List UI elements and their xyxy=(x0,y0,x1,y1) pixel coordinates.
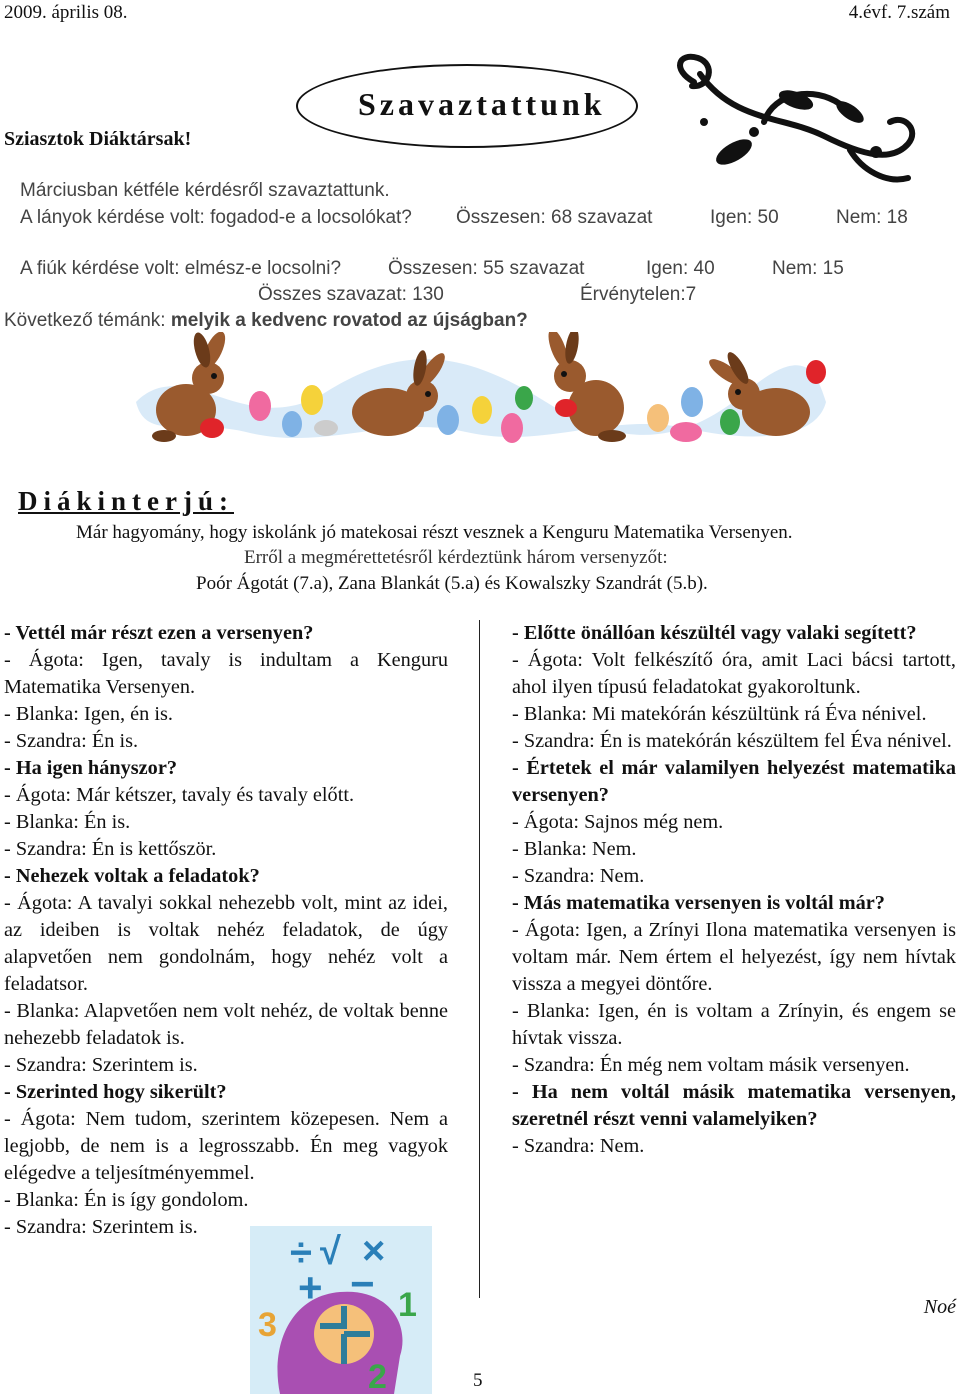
egg-icon xyxy=(720,409,740,435)
interview-answer: - Blanka: Alapvetően nem volt nehéz, de voltak benne nehezebb feladatok is. xyxy=(4,1000,448,1049)
interview-question: - Értetek el már valamilyen helyezést matematika versenyen? xyxy=(512,757,956,806)
interview-question: - Vettél már részt ezen a versenyen? xyxy=(4,622,314,644)
girls-yes: Igen: 50 xyxy=(710,207,779,228)
egg-icon xyxy=(647,404,669,432)
poll-intro: Márciusban kétféle kérdésről szavaztattunk. xyxy=(20,180,390,201)
egg-icon xyxy=(515,386,533,410)
minus-icon: − xyxy=(350,1260,375,1307)
interview-answer: - Ágota: Igen, a Zrínyi Ilona matematika versenyen is voltam már. Nem értem el helyezést, így nem hívtak vissza a megyei döntőre. xyxy=(512,919,956,995)
interview-answer: - Ágota: Sajnos még nem. xyxy=(512,811,724,833)
multiply-icon: × xyxy=(362,1229,386,1273)
interview-answer: - Ágota: A tavalyi sokkal nehezebb volt, mint az idei, az ideiben is voltak nehéz feladatok, de úgy alapvetően nem gondolnám, hogy nehéz volt a feladatsor. xyxy=(4,892,448,995)
number-three: 3 xyxy=(258,1306,277,1344)
interview-answer: - Ágota: Igen, tavaly is indultam a Kenguru Matematika Versenyen. xyxy=(4,649,448,698)
egg-icon xyxy=(437,405,459,435)
interview-column-left xyxy=(4,620,448,1241)
next-topic: melyik a kedvenc rovatod az újságban? xyxy=(170,310,528,331)
interview-question: - Nehezek voltak a feladatok? xyxy=(4,865,260,887)
bunny-icon xyxy=(152,332,230,442)
greeting: Sziasztok Diáktársak! xyxy=(4,128,192,150)
interview-heading: Diákinterjú: xyxy=(18,486,234,516)
interview-intro-1: Már hagyomány, hogy iskolánk jó matekosai részt vesznek a Kenguru Matematika Versenyen. xyxy=(76,522,793,543)
interview-answer: - Ágota: Nem tudom, szerintem közepesen. Nem a legjobb, de nem is a legrosszabb. Én meg vagyok elégedve a teljesítményemmel. xyxy=(4,1108,448,1184)
sqrt-icon: √ xyxy=(320,1231,341,1273)
boys-total: Összesen: 55 szavazat xyxy=(388,258,585,279)
egg-icon xyxy=(472,396,492,424)
interview-intro-3: Poór Ágotát (7.a), Zana Blankát (5.a) és Kowalszky Szandrát (5.b). xyxy=(196,573,708,594)
next-topic-label: Következő témánk: xyxy=(4,310,166,331)
egg-icon xyxy=(314,420,338,436)
column-divider xyxy=(479,620,480,1298)
interview-answer: - Szandra: Szerintem is. xyxy=(4,1216,198,1238)
interview-intro-2: Erről a megmérettetésről kérdeztünk három versenyzőt: xyxy=(244,547,668,568)
egg-icon xyxy=(670,422,702,442)
issue-number: 4.évf. 7.szám xyxy=(848,2,950,23)
interview-question: - Ha igen hányszor? xyxy=(4,757,177,779)
egg-icon xyxy=(301,385,323,415)
interview-question: - Szerinted hogy sikerült? xyxy=(4,1081,227,1103)
easter-banner xyxy=(126,332,834,460)
number-one: 1 xyxy=(398,1286,417,1324)
girls-no: Nem: 18 xyxy=(836,207,908,228)
egg-icon xyxy=(681,387,703,417)
next-topic-line xyxy=(4,310,528,332)
boys-question: A fiúk kérdése volt: elmész-e locsolni? xyxy=(20,258,342,279)
interview-answer: - Szandra: Nem. xyxy=(512,1135,645,1157)
interview-answer: - Blanka: Igen, én is voltam a Zrínyin, és engem se hívtak vissza. xyxy=(512,1000,956,1049)
interview-question: - Más matematika versenyen is voltál már? xyxy=(512,892,885,914)
summary-invalid: Érvénytelen:7 xyxy=(580,284,697,305)
interview-answer: - Blanka: Én is így gondolom. xyxy=(4,1189,249,1211)
interview-column-right xyxy=(512,620,956,1160)
girls-question: A lányok kérdése volt: fogadod-e a locsolókat? xyxy=(20,207,412,228)
interview-answer: - Blanka: Mi matekórán készültünk rá Éva nénivel. xyxy=(512,703,927,725)
number-two: 2 xyxy=(368,1358,387,1394)
interview-answer: - Szandra: Szerintem is. xyxy=(4,1054,198,1076)
interview-question: - Előtte önállóan készültél vagy valaki segített? xyxy=(512,622,917,644)
interview-answer: - Szandra: Én még nem voltam másik versenyen. xyxy=(512,1054,910,1076)
page-number: 5 xyxy=(473,1370,483,1391)
interview-answer: - Szandra: Én is. xyxy=(4,730,139,752)
boys-yes: Igen: 40 xyxy=(646,258,715,279)
interview-answer: - Szandra: Nem. xyxy=(512,865,645,887)
interview-answer: - Blanka: Igen, én is. xyxy=(4,703,173,725)
swirl-ornament-icon xyxy=(664,52,918,192)
math-head-graphic xyxy=(250,1226,432,1394)
plus-icon: + xyxy=(298,1264,323,1311)
interview-answer: - Ágota: Már kétszer, tavaly és tavaly előtt. xyxy=(4,784,355,806)
interview-answer: - Szandra: Én is matekórán készültem fel Éva nénivel. xyxy=(512,730,952,752)
author-signature: Noé xyxy=(923,1296,956,1318)
issue-date: 2009. április 08. xyxy=(4,2,128,23)
egg-icon xyxy=(249,391,271,421)
divide-icon: ÷ xyxy=(290,1231,312,1275)
interview-answer: - Blanka: Nem. xyxy=(512,838,637,860)
interview-answer: - Blanka: Én is. xyxy=(4,811,131,833)
interview-answer: - Ágota: Volt felkészítő óra, amit Laci bácsi tartott, ahol ilyen típusú feladatokat gyakoroltunk. xyxy=(512,649,956,698)
summary-total: Összes szavazat: 130 xyxy=(258,284,444,305)
interview-question: - Ha nem voltál másik matematika versenyen, szeretnél részt venni valamelyiken? xyxy=(512,1081,956,1130)
girls-total: Összesen: 68 szavazat xyxy=(456,207,653,228)
egg-icon xyxy=(501,413,523,443)
boys-no: Nem: 15 xyxy=(772,258,844,279)
interview-answer: - Szandra: Én is kettőször. xyxy=(4,838,217,860)
egg-icon xyxy=(282,411,302,437)
page-title: Szavaztattunk xyxy=(358,86,606,122)
